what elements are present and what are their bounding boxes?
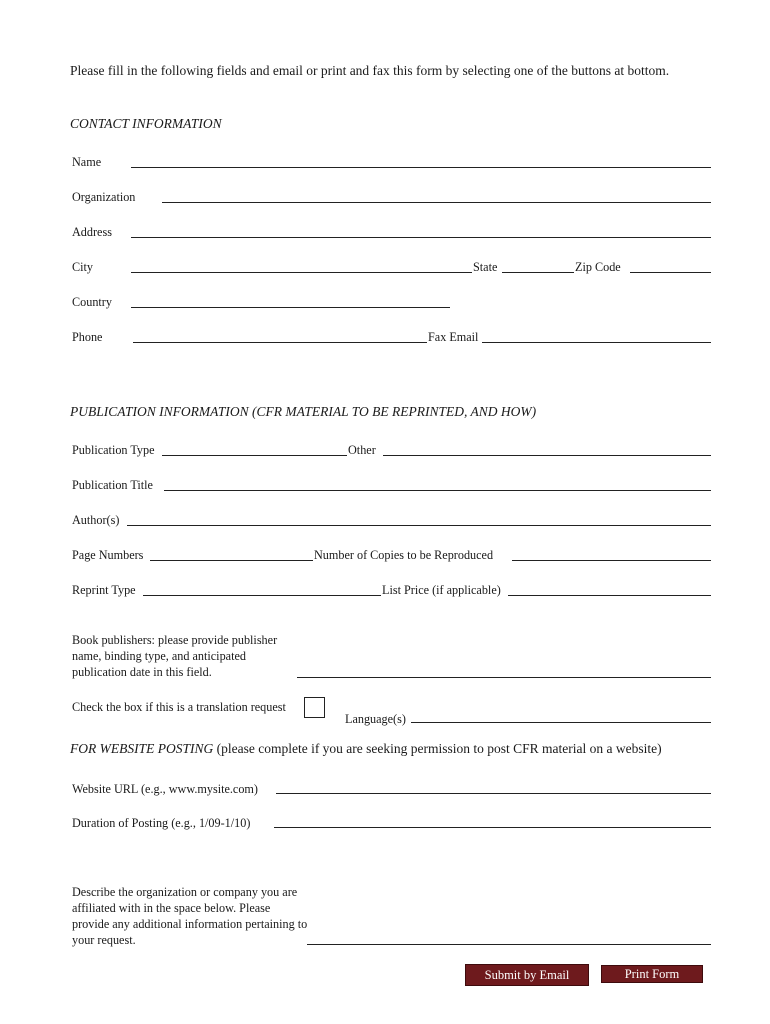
page-numbers-label: Page Numbers: [72, 548, 144, 562]
publication-type-field[interactable]: [162, 441, 347, 456]
describe-field[interactable]: [307, 930, 711, 945]
website-heading-italic: FOR WEBSITE POSTING: [70, 741, 214, 756]
describe-label: Describe the organization or company you are affiliated with in the space below. Please provide any additional information pertaining to your request.: [72, 885, 308, 947]
other-label: Other: [348, 443, 376, 457]
contact-heading: CONTACT INFORMATION: [70, 116, 222, 131]
list-price-field[interactable]: [508, 581, 711, 596]
page-numbers-field[interactable]: [150, 546, 313, 561]
copies-label: Number of Copies to be Reproduced: [314, 548, 494, 562]
phone-field[interactable]: [133, 328, 427, 343]
duration-field[interactable]: [274, 813, 711, 828]
language-field[interactable]: [411, 708, 711, 723]
intro-text: Please fill in the following fields and email or print and fax this form by selecting one of the buttons at bottom.: [70, 63, 670, 78]
state-label: State: [473, 260, 498, 274]
website-url-field[interactable]: [276, 779, 711, 794]
publication-title-label: Publication Title: [72, 478, 153, 492]
state-field[interactable]: [502, 258, 574, 273]
address-label: Address: [72, 225, 112, 239]
book-publishers-field[interactable]: [297, 663, 711, 678]
translation-check-label: Check the box if this is a translation request: [72, 700, 286, 714]
zip-field[interactable]: [630, 258, 711, 273]
city-field[interactable]: [131, 258, 472, 273]
city-label: City: [72, 260, 93, 274]
fax-email-field[interactable]: [482, 328, 711, 343]
country-field[interactable]: [131, 293, 450, 308]
publication-heading: PUBLICATION INFORMATION (CFR MATERIAL TO BE REPRINTED, AND HOW): [70, 404, 537, 419]
publication-title-field[interactable]: [164, 476, 711, 491]
reprint-type-label: Reprint Type: [72, 583, 136, 597]
copies-field[interactable]: [512, 546, 711, 561]
duration-label: Duration of Posting (e.g., 1/09-1/10): [72, 816, 251, 830]
phone-label: Phone: [72, 330, 103, 344]
reprint-type-field[interactable]: [143, 581, 381, 596]
other-field[interactable]: [383, 441, 711, 456]
name-field[interactable]: [131, 153, 711, 168]
list-price-label: List Price (if applicable): [382, 583, 501, 597]
website-heading: [70, 741, 662, 757]
language-label: Language(s): [345, 712, 406, 726]
organization-field[interactable]: [162, 188, 711, 203]
country-label: Country: [72, 295, 112, 309]
print-form-button[interactable]: Print Form: [601, 965, 703, 983]
publication-type-label: Publication Type: [72, 443, 155, 457]
book-publishers-label: Book publishers: please provide publisher name, binding type, and anticipated publication date in this field.: [72, 633, 278, 679]
website-url-label: Website URL (e.g., www.mysite.com): [72, 782, 258, 796]
authors-field[interactable]: [127, 511, 711, 526]
name-label: Name: [72, 155, 102, 169]
translation-checkbox[interactable]: [304, 697, 325, 718]
fax-email-label: Fax Email: [428, 330, 479, 344]
address-field[interactable]: [131, 223, 711, 238]
submit-by-email-button[interactable]: Submit by Email: [465, 964, 589, 986]
organization-label: Organization: [72, 190, 136, 204]
authors-label: Author(s): [72, 513, 120, 527]
website-heading-rest: (please complete if you are seeking permission to post CFR material on a website): [213, 741, 662, 756]
zip-label: Zip Code: [575, 260, 621, 274]
